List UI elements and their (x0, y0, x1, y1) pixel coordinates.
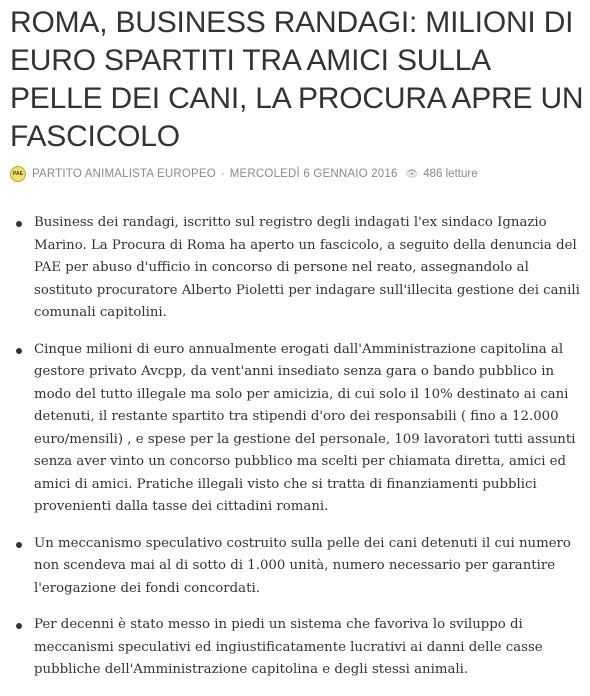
logo-text: PAE (13, 171, 23, 177)
bullet-text: Un meccanismo speculativo costruito sulla pelle dei cani detenuti il cui numero non scendeva mai al di sotto di 1.000 unità, numero necessario per garantire l'erogazione dei fondi concordati. (34, 535, 571, 596)
bullet-icon (16, 221, 22, 227)
list-item (14, 339, 580, 519)
bullet-icon (16, 623, 22, 629)
list-item (14, 212, 580, 325)
party-logo-icon (10, 166, 26, 182)
bullet-icon (16, 542, 22, 548)
list-item (14, 533, 580, 601)
article-byline (10, 165, 478, 183)
byline-separator: · (220, 168, 225, 180)
bullet-icon (16, 348, 22, 354)
read-count: 486 letture (423, 168, 478, 180)
reads-icon: 👁 (405, 168, 419, 180)
article-bullet-list (14, 212, 580, 696)
article-title: ROMA, BUSINESS RANDAGI: MILIONI DI EURO SPARTITI TRA AMICI SULLA PELLE DEI CANI, LA PROCURA APRE UN FASCICOLO (10, 6, 584, 153)
author-link[interactable]: PARTITO ANIMALISTA EUROPEO (32, 168, 216, 180)
bullet-text: Business dei randagi, iscritto sul registro degli indagati l'ex sindaco Ignazio Marino. La Procura di Roma ha aperto un fascicolo, a seguito della denuncia del PAE per abuso d'ufficio in concorso di persone nel reato, assegnandolo al sostituto procuratore Alberto Pioletti per indagare sull'illecita gestione dei canili comunali capitolini. (34, 215, 580, 320)
bullet-text: Cinque milioni di euro annualmente erogati dall'Amministrazione capitolina al gestore privato Avcpp, da vent'anni insediato senza gara o bando pubblico in modo del tutto illegale ma solo per amicizia, di cui solo il 10% destinato ai cani detenuti, il restante spartito tra stipendi d'oro dei responsabili ( fino a 12.000 euro/mensili) , e spese per la gestione del personale, 109 lavoratori tutti assunti senza aver vinto un concorso pubblico ma scelti per chiamata diretta, amici ed amici di amici. Pratiche illegali visto che si tratta di finanziamenti pubblici provenienti dalla tasse dei cittadini romani. (34, 341, 576, 514)
publish-date: MERCOLEDÌ 6 GENNAIO 2016 (229, 168, 398, 180)
bullet-text: Per decenni è stato messo in piedi un sistema che favoriva lo sviluppo di meccanismi speculativi ed ingiustificatamente lucrativi ai danni delle casse pubbliche dell'Amministrazione capitolina e degli stessi animali. (34, 617, 543, 677)
list-item (14, 614, 580, 682)
